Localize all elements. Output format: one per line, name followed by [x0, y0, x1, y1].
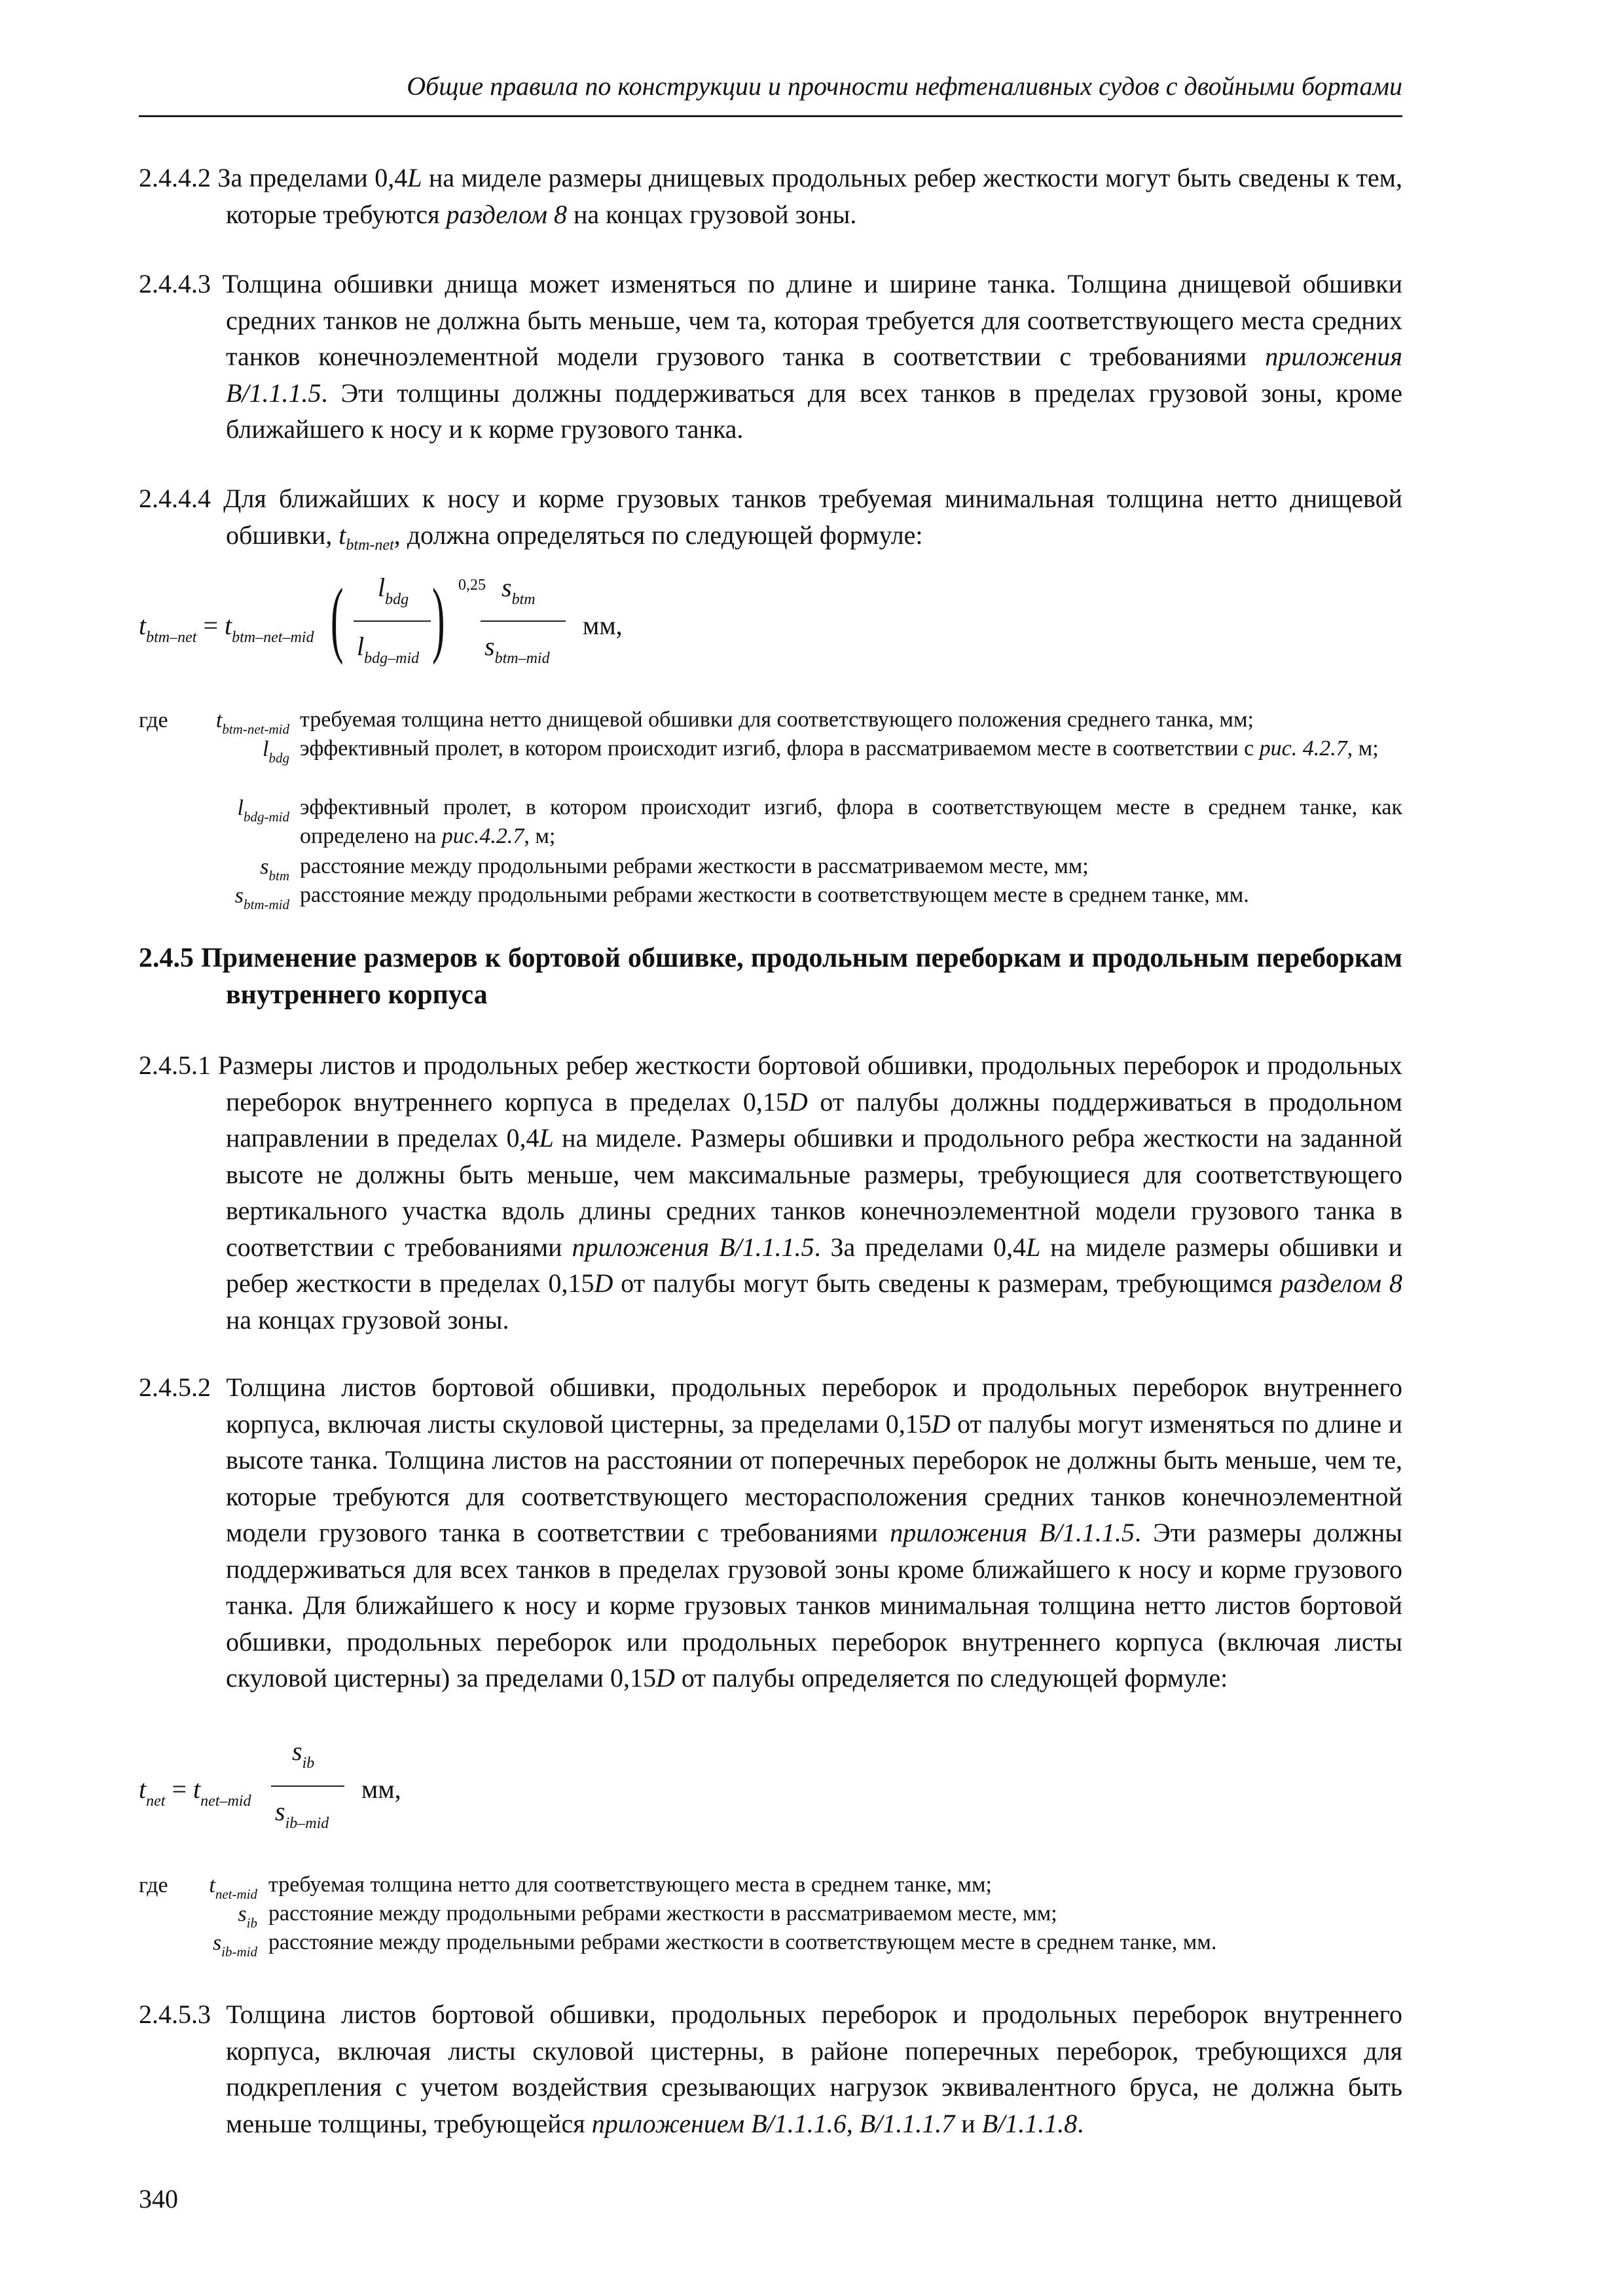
cross-reference[interactable]: приложения B/1.1.1.5	[890, 1518, 1135, 1547]
where-description: эффективный пролет, в котором происходит изгиб, флора в рассматриваемом месте в соответствии с рис. 4.2.7, м;	[300, 736, 1379, 761]
cross-reference[interactable]: рис.4.2.7	[441, 824, 524, 848]
where-label: где	[139, 1873, 168, 1897]
running-header: Общие правила по конструкции и прочности нефтеналивных судов с двойными бортами	[407, 71, 1402, 101]
section-heading-2-4-5: 2.4.5 Применение размеров к бортовой обшивке, продольным переборкам и продольным переборкам внутреннего корпуса	[139, 943, 1402, 1010]
where-symbol: $s_{btm}$	[260, 855, 289, 884]
where-symbol: $t_{btm-net-mid}$	[215, 708, 289, 737]
formula1-left-paren: (	[331, 571, 344, 666]
where-symbol: $l_{bdg}$	[263, 737, 289, 766]
formula1-numerator-1: $l_{bdg}$	[378, 573, 409, 608]
formula2-unit: мм,	[361, 1774, 401, 1804]
formula2-numerator: $s_{ib}$	[292, 1736, 315, 1772]
cross-reference[interactable]: приложением B/1.1.1.6	[591, 2108, 847, 2138]
paragraph-number: 2.4.4.2	[139, 163, 211, 192]
paragraph-number: 2.4.4.4	[139, 484, 211, 513]
where-symbol: $s_{ib}$	[238, 1902, 257, 1931]
paragraph-number: 2.4.4.3	[139, 269, 211, 298]
paragraph-number: 2.4.5.3	[139, 2000, 211, 2029]
formula1-unit: мм,	[583, 611, 623, 640]
where-symbol: $l_{bdg-mid}$	[237, 796, 289, 825]
where-description: требуемая толщина нетто для соответствующего места в среднем танке, мм;	[268, 1873, 992, 1897]
formula2-fraction-bar	[271, 1785, 344, 1787]
formula1-denominator-2: $s_{btm-mid}$	[484, 632, 550, 667]
paragraph-2-4-5-1: 2.4.5.1 Размеры листов и продольных ребер жесткости бортовой обшивки, продольных переборок и продольных переборок внутреннего корпуса в пределах 0,15D от палубы должны поддерживаться в продольном направлении в пределах 0,4L на миделе. Размеры обшивки и продольного ребра жесткости на заданной высоте не должны быть меньше, чем максимальные размеры, требующиеся для соответствующего вертикального участка вдоль длины средних танков конечноэлементной модели грузового танка в соответствии с требованиями приложения B/1.1.1.5. За пределами 0,4L на миделе размеры обшивки и ребер жесткости в пределах 0,15D от палубы могут быть сведены к размерам, требующимся разделом 8 на концах грузовой зоны.	[139, 1050, 1403, 1335]
paragraph-2-4-4-2: 2.4.4.2 За пределами 0,4L на миделе размеры днищевых продольных ребер жесткости могут быть сведены к тем, которые требуются разделом 8 на концах грузовой зоны.	[139, 163, 1402, 229]
where-symbol: $s_{ib-mid}$	[212, 1931, 257, 1960]
where-description: требуемая толщина нетто днищевой обшивки для соответствующего положения среднего танка, мм;	[300, 708, 1254, 732]
cross-reference[interactable]: B/1.1.1.7	[859, 2108, 955, 2138]
formula1-numerator-2: $s_{btm}$	[501, 573, 536, 608]
formula1-exponent: 0,25	[458, 577, 486, 594]
formula1-denominator-1: $l_{bdg-mid}$	[357, 632, 420, 667]
page-number: 340	[139, 2184, 178, 2214]
paragraph-number: 2.4.5.1	[139, 1050, 211, 1080]
where-symbol: $s_{btm-mid}$	[234, 884, 289, 912]
formula1-lhs: $t_{btm-net} = t_{btm-net-mid}$	[139, 611, 314, 646]
formula2-lhs: $t_{net} = t_{net-mid}$	[139, 1774, 251, 1810]
cross-reference[interactable]: разделом 8	[1280, 1268, 1403, 1298]
paragraph-2-4-4-4: 2.4.4.4 Для ближайших к носу и корме грузовых танков требуемая минимальная толщина нетто днищевой обшивки, $t_{btm-net}$, должна определяться по следующей формуле:	[139, 484, 1402, 554]
where-description: эффективный пролет, в котором происходит изгиб, флора в соответствующем месте в среднем танке, как определено на рис.4.2.7, м;	[300, 795, 1402, 848]
where-description: расстояние между продельными ребрами жесткости в соответствующем месте в среднем танке, мм.	[268, 1930, 1217, 1954]
cross-reference[interactable]: разделом 8	[446, 199, 567, 229]
cross-reference[interactable]: рис. 4.2.7	[1259, 736, 1347, 761]
where-description: расстояние между продольными ребрами жесткости в соответствующем месте в среднем танке, мм.	[300, 883, 1249, 907]
where-label: где	[139, 708, 168, 732]
paragraph-2-4-5-3: 2.4.5.3 Толщина листов бортовой обшивки, продольных переборок и продольных переборок внутреннего корпуса, включая листы скуловой цистерны, в районе поперечных переборок, требующихся для подкрепления с учетом воздействия срезывающих нагрузок эквивалентного бруса, не должна быть меньше толщины, требующейся приложением B/1.1.1.6, B/1.1.1.7 и B/1.1.1.8.	[139, 2000, 1402, 2138]
formula1-right-paren: )	[432, 571, 445, 666]
formula2-denominator: $s_{ib-mid}$	[275, 1797, 329, 1832]
where-description: расстояние между продольными ребрами жесткости в рассматриваемом месте, мм;	[300, 854, 1089, 878]
cross-reference[interactable]: приложения B/1.1.1.5	[226, 342, 1402, 408]
cross-reference[interactable]: B/1.1.1.8	[981, 2108, 1078, 2138]
paragraph-2-4-5-2: 2.4.5.2 Толщина листов бортовой обшивки, продольных переборок и продольных переборок внутреннего корпуса, включая листы скуловой цистерны, за пределами 0,15D от палубы могут изменяться по длине и высоте танка. Толщина листов на расстоянии от поперечных переборок не должны быть меньше, чем те, которые требуются для соответствующего месторасположения средних танков конечноэлементной модели грузового танка в соответствии с требованиями приложения B/1.1.1.5. Эти размеры должны поддерживаться для всех танков в пределах грузовой зоны кроме ближайшего к носу и корме грузового танка. Для ближайшего к носу и корме грузовых танков минимальная толщина нетто листов бортовой обшивки, продольных переборок или продольных переборок внутреннего корпуса (включая листы скуловой цистерны) за пределами 0,15D от палубы определяется по следующей формуле:	[139, 1372, 1403, 1693]
formula1-fraction-bar-1	[354, 620, 431, 622]
formula1-fraction-bar-2	[481, 620, 566, 622]
paragraph-2-4-4-3: 2.4.4.3 Толщина обшивки днища может изменяться по длине и ширине танка. Толщина днищевой обшивки средних танков не должна быть меньше, чем та, которая требуется для соответствующего места средних танков конечноэлементной модели грузового танка в соответствии с требованиями приложения B/1.1.1.5. Эти толщины должны поддерживаться для всех танков в пределах грузовой зоны, кроме ближайшего к носу и к корме грузового танка.	[139, 269, 1402, 444]
header-rule	[139, 115, 1402, 117]
where-description: расстояние между продольными ребрами жесткости в рассматриваемом месте, мм;	[268, 1901, 1057, 1926]
paragraph-number: 2.4.5.2	[139, 1372, 211, 1402]
cross-reference[interactable]: приложения B/1.1.1.5	[572, 1232, 814, 1262]
where-symbol: $t_{net-mid}$	[209, 1873, 257, 1902]
